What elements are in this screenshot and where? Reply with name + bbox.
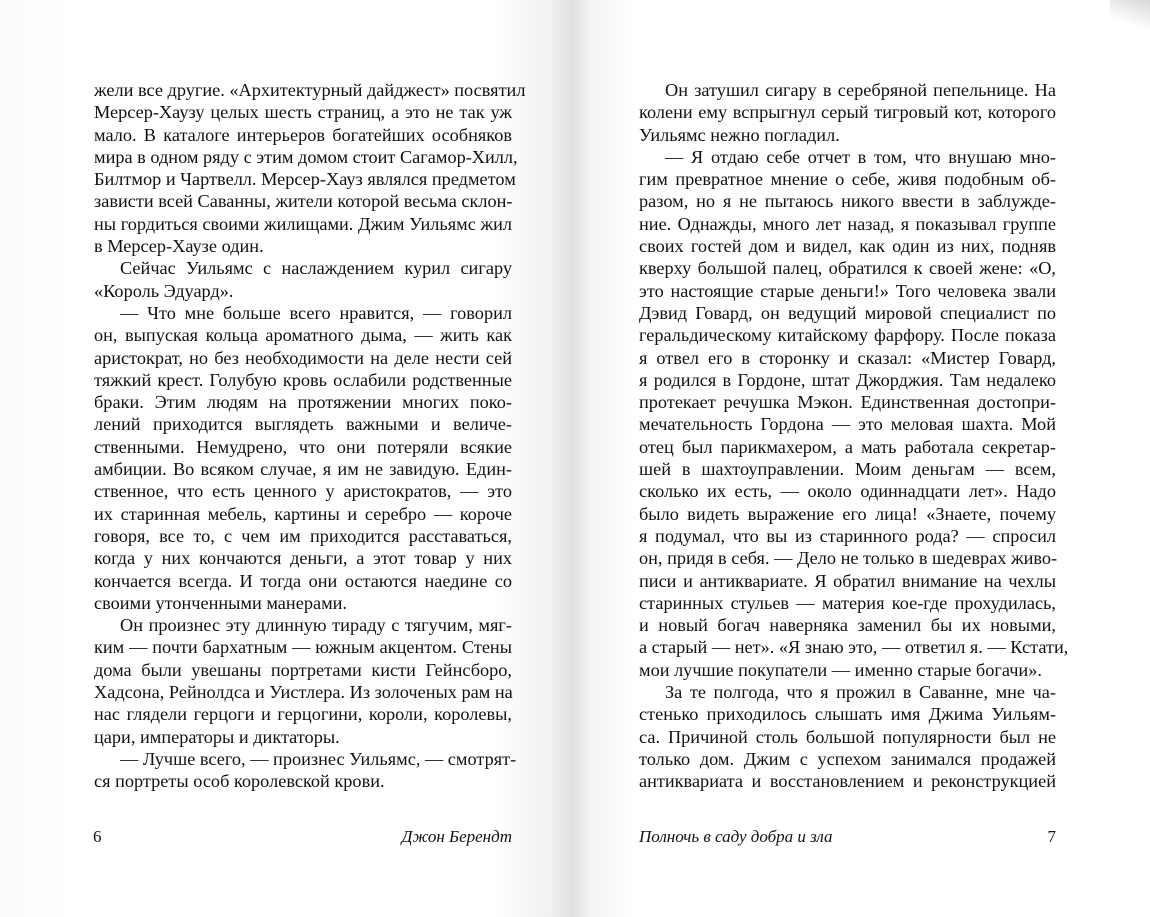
text-line: когда у них кончаются деньги, а этот товар у них: [94, 548, 512, 569]
text-line: ким — почти бархатным — южным акцентом. Стены: [94, 637, 512, 658]
right-page-body: [639, 79, 1069, 793]
left-page-body: [94, 79, 526, 793]
text-line: — Я отдаю себе отчет в том, что внушаю мно-: [665, 146, 1056, 167]
text-line: мало. В каталоге интерьеров богатейших особняков: [94, 124, 512, 145]
text-line: своими утонченными манерами.: [94, 592, 347, 613]
text-line: разом, но я не пытаюсь никого ввести в заблужде-: [639, 191, 1056, 212]
text-line: своих гостей дом и видел, как один из них, подняв: [639, 236, 1056, 257]
text-line: мои лучшие покупатели — именно старые богачи».: [639, 659, 1042, 680]
text-line: Хадсона, Рейнолдса и Уистлера. Из золоченых рам на: [94, 682, 513, 703]
text-line: жели все другие. «Архитектурный дайджест» посвятил: [94, 80, 526, 100]
text-line: амбиции. Во всяком случае, я им не завидую. Един-: [94, 459, 512, 480]
text-line: кверху большой палец, обратился к своей жене: «О,: [639, 258, 1056, 279]
text-line: ственными. Немудрено, что они потеряли всякие: [94, 436, 512, 457]
text-line: цари, императоры и диктаторы.: [94, 726, 340, 747]
text-line: Билтмор и Чартвелл. Мерсер-Хауз являлся предметом: [94, 169, 516, 190]
text-line: Сейчас Уильямс с наслаждением курил сигару: [120, 258, 512, 279]
running-head-author: Джон Берендт: [401, 827, 512, 846]
page-number-left: 6: [93, 827, 102, 846]
text-line: я подумал, что вы из старинного рода? — спросил: [639, 525, 1056, 546]
running-head-title: Полночь в саду добра и зла: [639, 827, 833, 846]
text-line: стенько приходилось слышать имя Джима Уильям-: [639, 704, 1056, 725]
text-line: ся портреты особ королевской крови.: [94, 771, 385, 792]
text-line: ны гордиться своими жилищами. Джим Уильямс жил: [94, 213, 512, 234]
text-line: а старый — нет». «Я знаю это, — ответил я. — Кстати,: [639, 637, 1069, 658]
text-line: Мерсер-Хаузу целых шесть страниц, а это не так уж: [94, 102, 512, 123]
text-line: это настоящие старые деньги!» Того человека звали: [639, 280, 1056, 301]
text-line: За те полгода, что я прожил в Саванне, мне ча-: [665, 682, 1056, 703]
text-line: протекает речушка Мэкон. Единственная достопри-: [639, 392, 1056, 413]
text-line: мечательность Гордона — это меловая шахта. Мой: [639, 414, 1056, 435]
text-line: он, выпуская кольца ароматного дыма, — жить как: [94, 325, 512, 346]
text-line: са. Причиной столь большой популярности был не: [639, 726, 1056, 747]
text-line: я отвел его в сторонку и сказал: «Мистер Говард,: [639, 347, 1056, 368]
text-line: тяжкий крест. Голубую кровь ослабили родственные: [94, 369, 512, 390]
text-line: браки. Этим людям на протяжении многих поко-: [94, 392, 512, 413]
text-line: я родился в Гордоне, штат Джорджия. Там недалеко: [639, 369, 1056, 390]
text-line: отец был парикмахером, а мать работала секретар-: [639, 436, 1056, 457]
text-line: он, придя в себя. — Дело не только в шедеврах живо-: [639, 548, 1058, 569]
text-line: нас глядели герцоги и герцогини, короли, королевы,: [94, 704, 512, 725]
text-line: ние. Однажды, много лет назад, я показывал группе: [639, 213, 1056, 234]
text-line: кончается всегда. И тогда они остаются наедине со: [94, 570, 512, 591]
text-line: Уильямс нежно погладил.: [639, 124, 840, 145]
left-page: [0, 0, 574, 917]
text-line: говоря, все то, с чем им приходится расставаться,: [94, 525, 512, 546]
page-number-right: 7: [1047, 827, 1056, 846]
text-line: писи и антиквариате. Я обратил внимание на чехлы: [639, 570, 1056, 591]
text-line: колени ему вспрыгнул серый тигровый кот, которого: [639, 102, 1056, 123]
text-line: сколько их есть, — около одиннадцати лет». Надо: [639, 481, 1056, 502]
text-line: геральдическому китайскому фарфору. После показа: [639, 325, 1056, 346]
text-line: аристократ, но без необходимости на деле нести сей: [94, 347, 512, 368]
text-line: гим превратное мнение о себе, живя подобным об-: [639, 169, 1056, 190]
text-line: шей в шахтоуправлении. Моим деньгам — всем,: [639, 459, 1056, 480]
text-line: мира в одном ряду с этим домом стоит Сагамор-Хилл,: [94, 146, 518, 167]
text-line: ственное, что есть ценного у аристократов, — это: [94, 481, 512, 502]
text-line: Он произнес эту длинную тираду с тягучим, мяг-: [120, 615, 512, 636]
text-line: дома были увешаны портретами кисти Гейнсборо,: [94, 659, 512, 680]
text-line: зависти всей Саванны, жители которой весьма склон-: [94, 191, 513, 212]
text-line: и новый богач наверняка заменил бы их новыми,: [639, 615, 1056, 636]
text-line: лений приходится выглядеть важными и величе-: [94, 414, 512, 435]
text-line: Дэвид Говард, он ведущий мировой специалист по: [639, 302, 1056, 323]
text-line: «Король Эдуард».: [94, 280, 234, 301]
text-line: их старинная мебель, картины и серебро — короче: [94, 503, 512, 524]
text-line: антиквариата и восстановлением и реконструкцией: [639, 771, 1056, 792]
text-line: старинных стульев — материя кое-где прохудилась,: [639, 592, 1056, 613]
text-line: только дом. Джим с успехом занимался продажей: [639, 748, 1056, 769]
text-line: было видеть выражение его лица! «Знаете, почему: [639, 503, 1056, 524]
page-curl: [1110, 0, 1150, 32]
text-line: — Лучше всего, — произнес Уильямс, — смотрят-: [120, 748, 517, 769]
text-line: — Что мне больше всего нравится, — говорил: [120, 302, 512, 323]
text-line: в Мерсер-Хаузе один.: [94, 236, 264, 257]
right-page: [574, 0, 1150, 917]
text-line: Он затушил сигару в серебряной пепельнице. На: [665, 80, 1056, 100]
